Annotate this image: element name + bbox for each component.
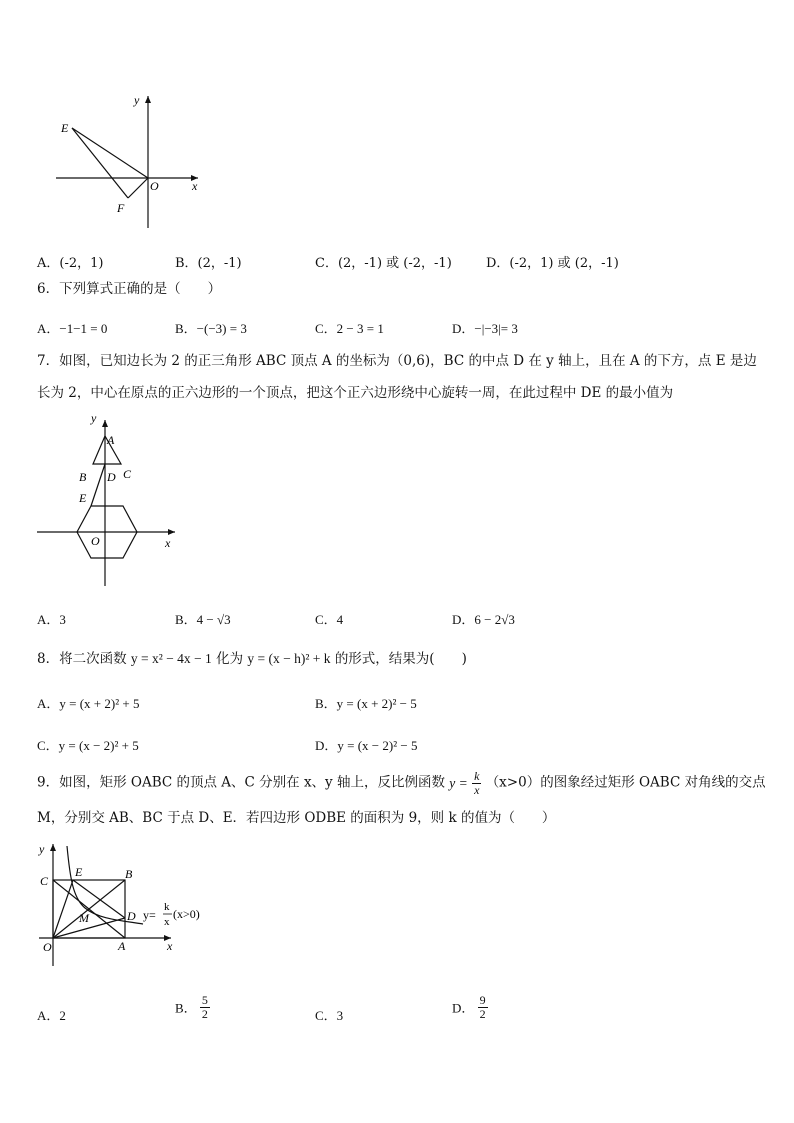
q8-stem-pre: 8．将二次函数 (37, 651, 127, 667)
fig7-label-c: C (123, 467, 132, 481)
fig9-label-y: y (39, 842, 45, 856)
fig7-label-y: y (91, 411, 97, 425)
q9-fraction-k-over-x (472, 770, 481, 796)
q9-fraction-k: k (474, 769, 480, 783)
fig9-label-a: A (118, 939, 126, 953)
fig7-label-b: B (79, 470, 87, 484)
figure-q9 (35, 838, 225, 968)
q9-option-d-prefix: D． (452, 1000, 475, 1016)
q7-option-a[interactable]: A．3 (37, 612, 66, 627)
fig9-curve-cond: (x>0) (173, 907, 200, 921)
fig5-label-y: y (134, 93, 140, 107)
figure-q7 (35, 410, 185, 590)
q8-option-d[interactable]: D．y = (x − 2)² − 5 (315, 738, 418, 753)
figure-q5 (50, 90, 210, 230)
q8-expr1: y = x² − 4x − 1 (130, 651, 212, 666)
q8-option-a[interactable]: A．y = (x + 2)² + 5 (37, 696, 140, 711)
q9-option-d-fraction (478, 994, 488, 1020)
q9-option-b-num: 5 (201, 993, 208, 1007)
fig7-label-x: x (165, 536, 171, 550)
q9-fraction-x: x (474, 782, 480, 797)
q9-option-d[interactable] (452, 994, 488, 1020)
q8-expr2: y = (x − h)² + k (247, 651, 331, 666)
fig7-label-a: A (107, 433, 115, 447)
q9-option-d-den: 2 (479, 1006, 486, 1021)
q7-stem-line1: 7．如图，已知边长为 2 的正三角形 ABC 顶点 A 的坐标为（0,6)，BC 的中点 D 在 y 轴上，且在 A 的下方，点 E 是边 (37, 353, 757, 369)
q9-option-b-prefix: B． (175, 1000, 197, 1016)
q9-option-a[interactable]: A．2 (37, 1008, 66, 1023)
fig5-label-e: E (61, 121, 69, 135)
fig9-label-x: x (167, 939, 173, 953)
fig5-label-o: O (150, 179, 159, 193)
fig5-label-x: x (192, 179, 198, 193)
q5-option-c[interactable]: C．(2，-1) 或 (-2，-1) (315, 256, 452, 271)
q6-option-a[interactable]: A．−1−1 = 0 (37, 321, 108, 336)
q9-stem-line1 (37, 770, 766, 800)
q6-option-d[interactable]: D．−|−3|= 3 (452, 321, 518, 336)
fig9-label-c: C (40, 874, 49, 888)
q9-stem-line2: M，分别交 AB、BC 于点 D、E．若四边形 ODBE 的面积为 9，则 k 的值为（ ） (37, 810, 556, 826)
q9-option-b-den: 2 (201, 1006, 208, 1021)
q7-option-b[interactable]: B．4 − √3 (175, 612, 231, 627)
q8-stem-post: 的形式，结果为( ) (334, 651, 467, 667)
fig9-label-m: M (79, 911, 89, 925)
q8-option-c[interactable]: C．y = (x − 2)² + 5 (37, 738, 139, 753)
q9-option-b-fraction (200, 994, 210, 1020)
q9-option-d-num: 9 (479, 993, 486, 1007)
q8-stem-mid: 化为 (216, 651, 244, 667)
fig7-label-o: O (91, 534, 100, 548)
fig9-curve-k: k (164, 901, 170, 913)
fig9-label-b: B (125, 867, 133, 881)
q5-option-d[interactable]: D．(-2，1) 或 (2，-1) (486, 256, 619, 271)
q9-cond: （x>0）的图象经过矩形 OABC 对角线的交点 (485, 774, 766, 791)
fig9-label-o: O (43, 940, 52, 954)
fig7-label-e: E (79, 491, 87, 505)
fig7-label-d: D (107, 470, 116, 484)
fig9-curve-x: x (164, 916, 170, 928)
q6-option-c[interactable]: C．2 − 3 = 1 (315, 321, 384, 336)
fig9-label-d: D (127, 909, 136, 923)
q7-option-d[interactable]: D．6 − 2√3 (452, 612, 515, 627)
q5-option-b[interactable]: B．(2，-1) (175, 256, 242, 271)
fig9-curve-y: y= (143, 908, 156, 922)
q7-stem-line2: 长为 2，中心在原点的正六边形的一个顶点，把这个正六边形绕中心旋转一周，在此过程中 DE 的最小值为 (37, 385, 674, 401)
q7-option-c[interactable]: C．4 (315, 612, 344, 627)
q8-stem (37, 652, 467, 667)
q9-option-c[interactable]: C．3 (315, 1008, 344, 1023)
q8-option-b[interactable]: B．y = (x + 2)² − 5 (315, 696, 417, 711)
q9-option-b[interactable] (175, 994, 210, 1020)
fig5-label-f: F (117, 201, 125, 215)
q6-option-b[interactable]: B．−(−3) = 3 (175, 321, 247, 336)
q9-stem-a: 9．如图，矩形 OABC 的顶点 A、C 分别在 x、y 轴上，反比例函数 (37, 774, 445, 791)
fig9-label-e: E (75, 865, 83, 879)
q6-stem: 6．下列算式正确的是（ ） (37, 281, 222, 297)
q5-option-a[interactable]: A．(-2，1) (37, 256, 104, 271)
q9-func-y: y = (449, 775, 468, 791)
